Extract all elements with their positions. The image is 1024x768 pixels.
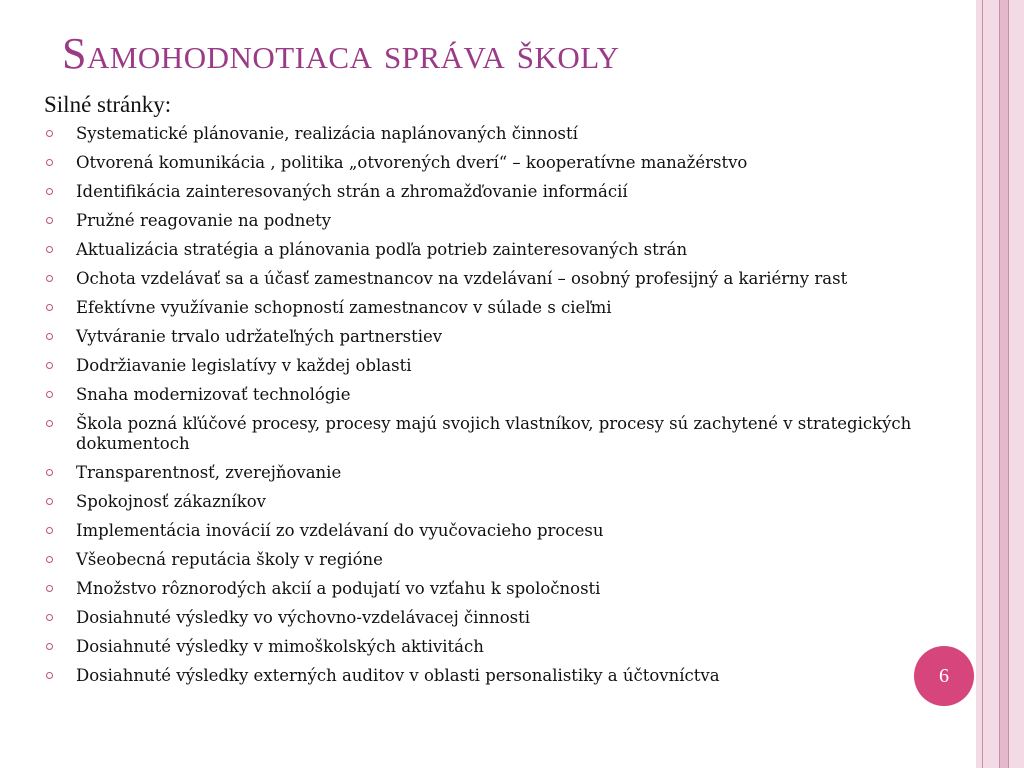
list-item-text: Efektívne využívanie schopností zamestnancov v súlade s cieľmi <box>76 298 612 317</box>
ring-bullet-icon <box>46 527 53 534</box>
list-item-text: Pružné reagovanie na podnety <box>76 211 332 230</box>
stripe <box>1000 0 1008 768</box>
list-item <box>44 579 944 599</box>
list-item-text: Všeobecná reputácia školy v regióne <box>76 550 383 569</box>
list-item-text: Dodržiavanie legislatívy v každej oblasti <box>76 356 412 375</box>
ring-bullet-icon <box>46 304 53 311</box>
ring-bullet-icon <box>46 585 53 592</box>
list-item <box>44 492 944 512</box>
ring-bullet-icon <box>46 130 53 137</box>
ring-bullet-icon <box>46 498 53 505</box>
list-item-text: Vytváranie trvalo udržateľných partnerstiev <box>76 327 443 346</box>
list-item-text: Množstvo rôznorodých akcií a podujatí vo vzťahu k spoločnosti <box>76 579 601 598</box>
ring-bullet-icon <box>46 556 53 563</box>
list-item-text: Škola pozná kľúčové procesy, procesy majú svojich vlastníkov, procesy sú zachytené v strategických dokumentoch <box>76 414 912 453</box>
list-item-text: Transparentnosť, zverejňovanie <box>76 463 342 482</box>
ring-bullet-icon <box>46 643 53 650</box>
ring-bullet-icon <box>46 246 53 253</box>
section-heading: Silné stránky: <box>44 92 172 117</box>
ring-bullet-icon <box>46 420 53 427</box>
ring-bullet-icon <box>46 217 53 224</box>
page-number-badge: 6 <box>914 646 974 706</box>
ring-bullet-icon <box>46 362 53 369</box>
list-item-text: Systematické plánovanie, realizácia naplánovaných činností <box>76 124 578 143</box>
list-item-text: Dosiahnuté výsledky vo výchovno-vzdelávacej činnosti <box>76 608 531 627</box>
list-item-text: Implementácia inovácií zo vzdelávaní do vyučovacieho procesu <box>76 521 604 540</box>
list-item-text: Dosiahnuté výsledky externých auditov v oblasti personalistiky a účtovníctva <box>76 666 720 685</box>
ring-bullet-icon <box>46 333 53 340</box>
list-item-text: Ochota vzdelávať sa a účasť zamestnancov na vzdelávaní – osobný profesijný a kariérny rast <box>76 269 848 288</box>
ring-bullet-icon <box>46 391 53 398</box>
stripe <box>1009 0 1024 768</box>
decorative-stripes <box>976 0 1024 768</box>
strengths-list <box>44 124 944 695</box>
list-item <box>44 414 944 454</box>
list-item <box>44 240 944 260</box>
stripe <box>983 0 999 768</box>
ring-bullet-icon <box>46 275 53 282</box>
list-item <box>44 637 944 657</box>
list-item <box>44 211 944 231</box>
list-item-text: Spokojnosť zákazníkov <box>76 492 266 511</box>
list-item-text: Otvorená komunikácia , politika „otvorených dverí“ – kooperatívne manažérstvo <box>76 153 748 172</box>
list-item <box>44 463 944 483</box>
list-item <box>44 666 944 686</box>
ring-bullet-icon <box>46 159 53 166</box>
list-item <box>44 327 944 347</box>
page-title: Samohodnotiaca správa školy <box>62 29 620 78</box>
list-item-text: Identifikácia zainteresovaných strán a zhromažďovanie informácií <box>76 182 628 201</box>
list-item-text: Aktualizácia stratégia a plánovania podľa potrieb zainteresovaných strán <box>76 240 688 259</box>
ring-bullet-icon <box>46 614 53 621</box>
list-item <box>44 124 944 144</box>
list-item <box>44 550 944 570</box>
list-item <box>44 298 944 318</box>
ring-bullet-icon <box>46 188 53 195</box>
list-item-text: Snaha modernizovať technológie <box>76 385 351 404</box>
list-item-text: Dosiahnuté výsledky v mimoškolských aktivitách <box>76 637 484 656</box>
list-item <box>44 608 944 628</box>
list-item <box>44 521 944 541</box>
ring-bullet-icon <box>46 469 53 476</box>
list-item <box>44 356 944 376</box>
list-item <box>44 269 944 289</box>
ring-bullet-icon <box>46 672 53 679</box>
list-item <box>44 385 944 405</box>
list-item <box>44 182 944 202</box>
list-item <box>44 153 944 173</box>
